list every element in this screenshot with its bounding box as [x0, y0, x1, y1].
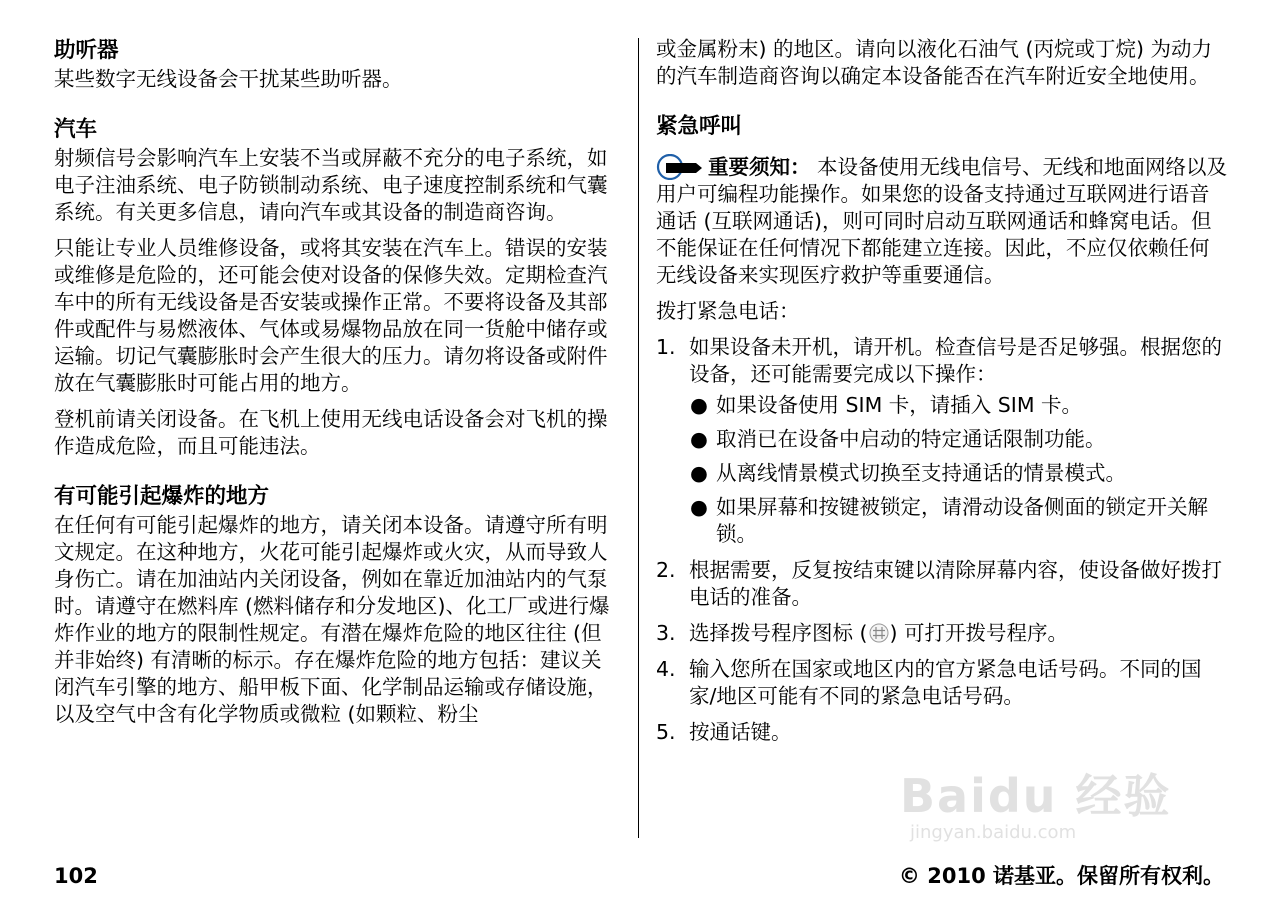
emergency-steps-list	[656, 334, 1228, 746]
heading-vehicles: 汽车	[54, 117, 98, 142]
list-item	[689, 426, 1228, 453]
emergency-intro: 拨打紧急电话：	[656, 299, 800, 323]
watermark-logo: Baidu 经验	[900, 769, 1172, 823]
step-number: 3.	[656, 621, 676, 645]
list-item	[656, 334, 1228, 548]
step-text: 根据需要，反复按结束键以清除屏幕内容，使设备做好拨打电话的准备。	[689, 558, 1222, 609]
step-number: 1.	[656, 335, 676, 359]
bullet-icon: ●	[690, 427, 708, 451]
copyright-notice: © 2010 诺基亚。保留所有权利。	[898, 864, 1224, 888]
bullet-text: 取消已在设备中启动的特定通话限制功能。	[716, 427, 1106, 451]
bullet-text: 如果屏幕和按键被锁定，请滑动设备侧面的锁定开关解锁。	[716, 495, 1208, 546]
step-1-bullets	[689, 392, 1228, 548]
dialer-icon	[869, 623, 889, 643]
list-item	[689, 460, 1228, 487]
explosive-continuation-text: 或金属粉末) 的地区。请向以液化石油气 (丙烷或丁烷) 为动力的汽车制造商咨询以确定本设备能否在汽车附近安全地使用。	[656, 37, 1213, 88]
list-item	[656, 719, 1228, 746]
step-text-before: 选择拨号程序图标 (	[689, 621, 868, 645]
heading-emergency-calls: 紧急呼叫	[656, 114, 743, 139]
bullet-text: 从离线情景模式切换至支持通话的情景模式。	[716, 461, 1126, 485]
bullet-icon: ●	[690, 495, 708, 519]
step-text: 输入您所在国家或地区内的官方紧急电话号码。不同的国家/地区可能有不同的紧急电话号码。	[689, 657, 1202, 708]
list-item	[656, 620, 1228, 647]
watermark	[900, 760, 1220, 860]
step-number: 2.	[656, 558, 676, 582]
list-item	[689, 494, 1228, 548]
column-divider	[638, 38, 639, 838]
notice-body: 本设备使用无线电信号、无线和地面网络以及用户可编程功能操作。如果您的设备支持通过互联网进行语音通话 (互联网通话)，则可同时启动互联网通话和蜂窝电话。但不能保证在任何情况下都能建立连接。因此，不应仅依赖任何无线设备来实现医疗救护等重要通信。	[656, 155, 1228, 287]
step-text: 按通话键。	[689, 720, 792, 744]
watermark-url: jingyan.baidu.com	[910, 822, 1077, 843]
important-notice	[656, 154, 1228, 289]
vehicles-paragraph-1: 射频信号会影响汽车上安装不当或屏蔽不充分的电子系统，如电子注油系统、电子防锁制动系统、电子速度控制系统和气囊系统。有关更多信息，请向汽车或其设备的制造商咨询。	[54, 146, 608, 224]
step-text: 如果设备未开机，请开机。检查信号是否足够强。根据您的设备，还可能需要完成以下操作：	[689, 335, 1222, 386]
list-item	[656, 557, 1228, 611]
left-column	[54, 36, 620, 737]
step-text-after: ) 可打开拨号程序。	[889, 621, 1069, 645]
bullet-icon: ●	[690, 461, 708, 485]
step-number: 4.	[656, 657, 676, 681]
bullet-text: 如果设备使用 SIM 卡，请插入 SIM 卡。	[716, 393, 1083, 417]
heading-hearing-aids: 助听器	[54, 38, 119, 63]
right-column	[656, 36, 1228, 755]
notice-label: 重要须知：	[708, 155, 811, 179]
important-notice-icon	[656, 154, 706, 180]
heading-explosive-areas: 有可能引起爆炸的地方	[54, 484, 270, 509]
hearing-aids-text: 某些数字无线设备会干扰某些助听器。	[54, 67, 403, 91]
explosive-areas-text: 在任何有可能引起爆炸的地方，请关闭本设备。请遵守所有明文规定。在这种地方，火花可能引起爆炸或火灾，从而导致人身伤亡。请在加油站内关闭设备，例如在靠近加油站内的气泵时。请遵守在燃料库 (燃料储存和分发地区)、化工厂或进行爆炸作业的地方的限制性规定。有潜在爆炸危险的地区往往 (但并非始终) 有清晰的标示。存在爆炸危险的地方包括：建议关闭汽车引擎的地方、船甲板下面、化学制品运输或存储设施，以及空气中含有化学物质或微粒 (如颗粒、粉尘	[54, 513, 610, 726]
step-number: 5.	[656, 720, 676, 744]
bullet-icon: ●	[690, 393, 708, 417]
vehicles-paragraph-3: 登机前请关闭设备。在飞机上使用无线电话设备会对飞机的操作造成危险，而且可能违法。	[54, 407, 608, 458]
page-number: 102	[54, 864, 98, 888]
list-item	[656, 656, 1228, 710]
vehicles-paragraph-2: 只能让专业人员维修设备，或将其安装在汽车上。错误的安装或维修是危险的，还可能会使对设备的保修失效。定期检查汽车中的所有无线设备是否安装或操作正常。不要将设备及其部件或配件与易燃液体、气体或易爆物品放在同一货舱中储存或运输。切记气囊膨胀时会产生很大的压力。请勿将设备或附件放在气囊膨胀时可能占用的地方。	[54, 236, 608, 395]
list-item	[689, 392, 1228, 419]
